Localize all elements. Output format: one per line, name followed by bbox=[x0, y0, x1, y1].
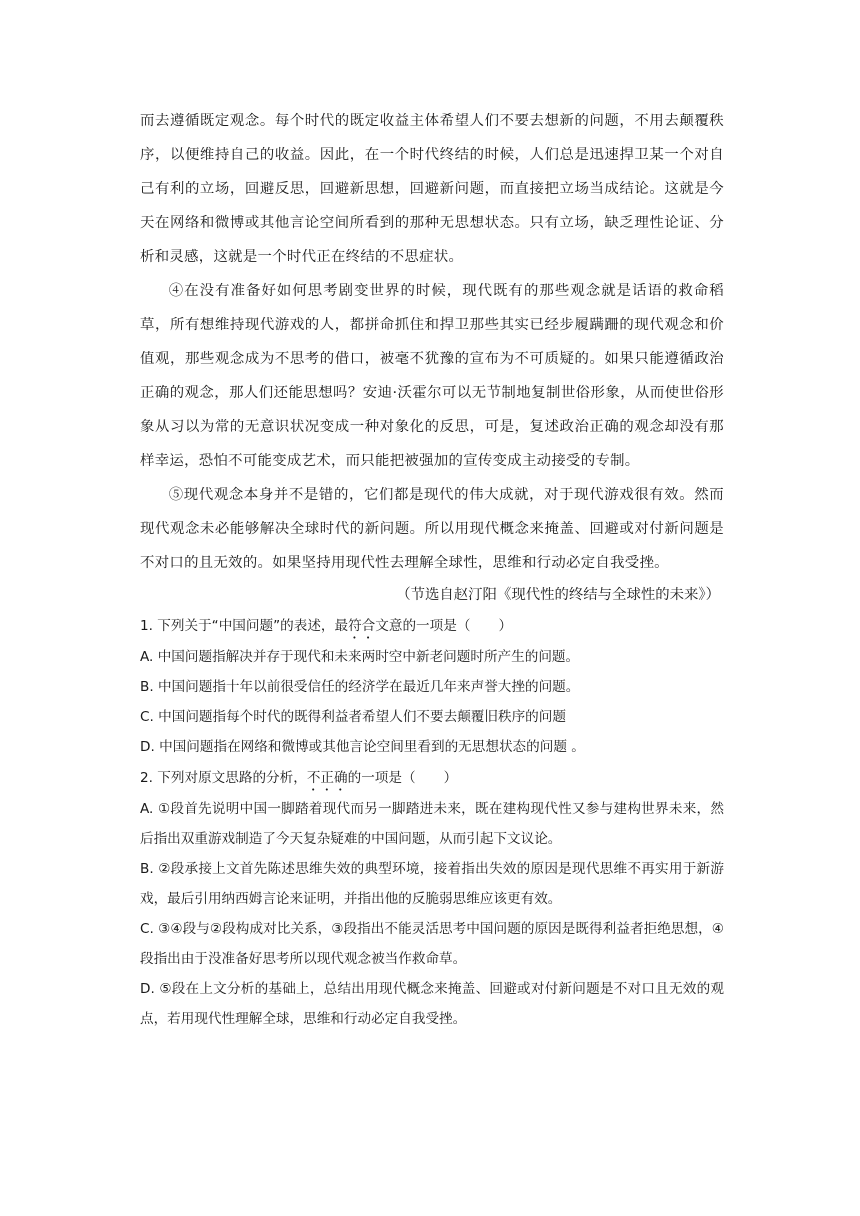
question-2-stem-close: ） bbox=[443, 770, 458, 786]
question-1-emphasis: 符合 bbox=[348, 618, 376, 634]
question-2-option-d: D. ⑤段在上文分析的基础上，总结出用现代概念来掩盖、回避或对付新问题是不对口且无效的观点，若用现代性理解全球，思维和行动必定自我受挫。 bbox=[140, 981, 724, 1027]
question-2-emphasis: 不正确 bbox=[306, 770, 348, 786]
passage-paragraph-4: ④在没有准备好如何思考剧变世界的时候，现代既有的那些观念就是话语的救命稻草，所有想维持现代游戏的人，都拼命抓住和捍卫那些其实已经步履蹒跚的现代观念和价值观，那些观念成为不思考的借口，被毫不犹豫的宣布为不可质疑的。如果只能遵循政治正确的观念，那人们还能思想吗？安迪·沃霍尔可以无节制地复制世俗形象，从而使世俗形象从习以为常的无意识状况变成一种对象化的反思，可是，复述政治正确的观念却没有那样幸运，恐怕不可能变成艺术，而只能把被强加的宣传变成主动接受的专制。 bbox=[140, 283, 724, 469]
question-1 bbox=[140, 611, 724, 762]
passage-source: （节选自赵汀阳《现代性的终结与全球性的未来》） bbox=[396, 587, 720, 603]
question-1-option-c: C. 中国问题指每个时代的既得利益者希望人们不要去颠覆旧秩序的问题 bbox=[140, 709, 566, 725]
question-1-option-a: A. 中国问题指解决并存于现代和未来两时空中新老问题时所产生的问题。 bbox=[140, 649, 580, 665]
question-2-stem-text: 2. 下列对原文思路的分析， bbox=[140, 770, 307, 786]
question-1-stem-tail: 文意的一项是（ bbox=[375, 618, 471, 634]
question-1-stem-text: 1. 下列关于“中国问题”的表述，最 bbox=[140, 618, 349, 634]
question-1-stem bbox=[140, 611, 724, 642]
passage-paragraph-3-continued: 而去遵循既定观念。每个时代的既定收益主体希望人们不要去想新的问题，不用去颠覆秩序，以便维持自己的收益。因此，在一个时代终结的时候，人们总是迅速捍卫某一个对自己有利的立场，回避反思，回避新思想，回避新问题，而直接把立场当成结论。这就是今天在网络和微博或其他言论空间所看到的那种无思想状态。只有立场，缺乏理性论证、分析和灵感，这就是一个时代正在终结的不思症状。 bbox=[140, 113, 724, 265]
question-2-stem bbox=[140, 763, 724, 794]
question-2-option-c: C. ③④段与②段构成对比关系，③段指出不能灵活思考中国问题的原因是既得利益者拒绝思想，④段指出由于没准备好思考所以现代观念被当作救命草。 bbox=[140, 921, 724, 967]
question-2-option-b: B. ②段承接上文首先陈述思维失效的典型环境，接着指出失效的原因是现代思维不再实用于新游戏，最后引用纳西姆言论来证明，并指出他的反脆弱思维应该更有效。 bbox=[140, 861, 724, 907]
question-2 bbox=[140, 763, 724, 1034]
question-2-option-a: A. ①段首先说明中国一脚踏着现代而另一脚踏进未来，既在建构现代性又参与建构世界未来，然后指出双重游戏制造了今天复杂疑难的中国问题，从而引起下文议论。 bbox=[140, 801, 724, 847]
document-page bbox=[140, 104, 724, 1034]
passage-paragraph-5: ⑤现代观念本身并不是错的，它们都是现代的伟大成就，对于现代游戏很有效。然而现代观念未必能够解决全球时代的新问题。所以用现代概念来掩盖、回避或对付新问题是不对口的且无效的。如果坚持用现代性去理解全球性，思维和行动必定自我受挫。 bbox=[140, 487, 724, 571]
question-1-stem-close: ） bbox=[498, 618, 513, 634]
question-1-option-b: B. 中国问题指十年以前很受信任的经济学在最近几年来声誉大挫的问题。 bbox=[140, 679, 580, 695]
question-1-option-d: D. 中国问题指在网络和微博或其他言论空间里看到的无思想状态的问题 。 bbox=[140, 739, 585, 755]
question-2-stem-tail: 的一项是（ bbox=[347, 770, 416, 786]
